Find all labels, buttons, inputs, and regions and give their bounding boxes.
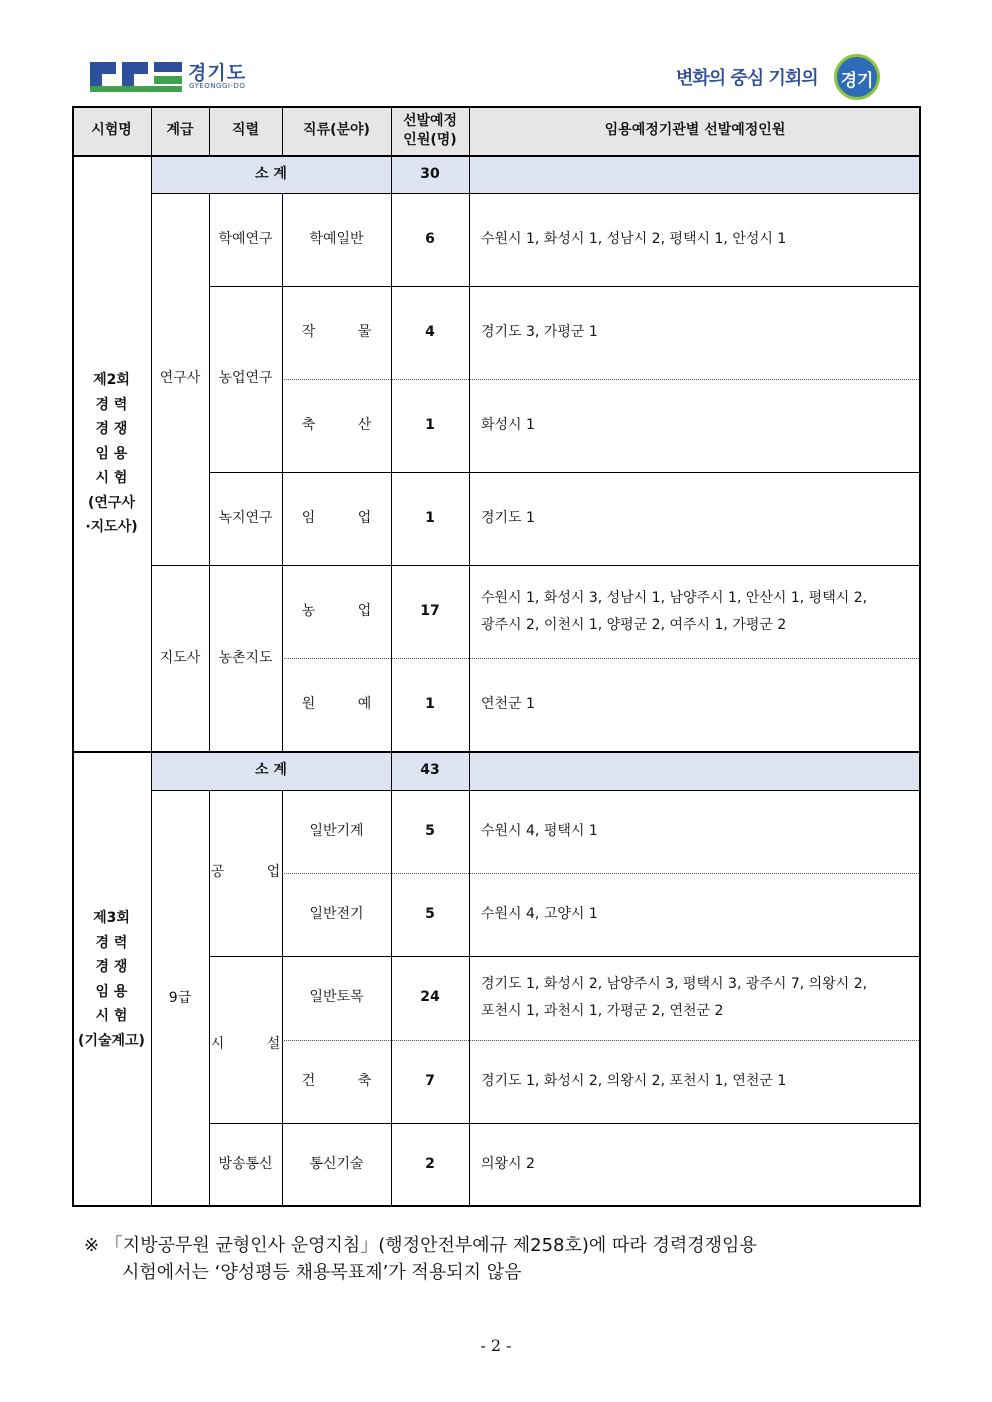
table-border [282,873,921,874]
slogan-logo [676,54,916,100]
header-agencies: 임용예정기관별 선발예정인원 [469,106,921,156]
agencies-cell: 연천군 1 [481,696,535,713]
count-cell: 4 [425,323,435,340]
grade-cell: 연구사 [159,370,201,387]
field-cell: 일반토목 [309,989,364,1006]
header-field: 직류(분야) [282,106,391,156]
count-cell: 5 [425,822,435,839]
agencies-cell: 수원시 4, 고양시 1 [481,905,598,922]
agencies-cell: 의왕시 2 [481,1156,535,1173]
table-border [282,658,921,659]
table-border [391,106,392,1207]
gyeonggi-symbol-icon [90,60,182,94]
count-cell: 17 [420,602,440,619]
table-border [72,751,921,753]
page-number: - 2 - [480,1336,512,1355]
grade-cell: 지도사 [159,649,201,666]
field-cell: 작 물 [301,323,372,340]
series-cell: 녹지연구 [218,509,273,526]
table-border [72,106,74,1207]
series-cell: 농업연구 [218,370,273,387]
grade-cell: 9급 [168,989,192,1006]
header-grade: 계급 [151,106,209,156]
gyeonggi-badge-icon [834,54,880,100]
count-cell: 7 [425,1072,435,1089]
table-border [72,1205,921,1207]
table-border [469,106,470,1207]
table-border [151,790,921,791]
subtotal-label: 소 계 [151,752,391,790]
agencies-cell: 수원시 1, 화성시 1, 성남시 2, 평택시 1, 안성시 1 [481,230,787,247]
agencies-cell: 경기도 3, 가평군 1 [481,323,598,340]
exam-name-2: 제2회 경 력 경 쟁 임 용 시 험 (연구사 ·지도사) [85,372,138,536]
count-cell: 2 [425,1156,435,1173]
series-cell: 방송통신 [218,1156,273,1173]
slogan-text: 변화의 중심 기회의 [676,68,818,89]
table-border [282,106,283,156]
subtotal-empty [469,156,921,193]
subtotal-label: 소 계 [151,156,391,193]
table-border [282,379,921,380]
count-cell: 1 [425,416,435,433]
field-cell: 임 업 [301,509,372,526]
field-cell: 통신기술 [309,1156,364,1173]
table-border [209,472,921,473]
table-border [282,193,283,752]
agencies-cell: 경기도 1 [481,509,535,526]
footnote-line-2: 시험에서는 ‘양성평등 채용목표제’가 적용되지 않음 [122,1262,522,1283]
series-cell: 공 업 [210,864,281,881]
count-cell: 6 [425,230,435,247]
footnote [84,1232,924,1286]
table-border [919,106,921,1207]
series-cell: 시 설 [210,1035,281,1052]
subtotal-value: 43 [391,752,469,790]
field-cell: 일반기계 [309,822,364,839]
count-cell: 5 [425,905,435,922]
subtotal-value: 30 [391,156,469,193]
logo-subtitle: GYEONGGI-DO [189,82,246,90]
badge-text: 경기 [840,71,874,91]
table-border [209,106,210,156]
table-border [209,286,921,287]
table-border [209,956,921,957]
table-border [209,193,210,752]
footnote-line-1: ※ 「지방공무원 균형인사 운영지침」(행정안전부예규 제258호)에 따라 경력경쟁임용 [84,1235,757,1256]
field-cell: 농 업 [301,602,372,619]
field-cell: 학예일반 [309,230,364,247]
table-border [151,193,921,194]
header-exam: 시험명 [72,106,151,156]
selection-table [72,106,921,1207]
table-border [282,790,283,1207]
table-border [209,1123,921,1124]
header-count: 선발예정 인원(명) [391,106,469,156]
count-cell: 1 [425,509,435,526]
agencies-cell: 경기도 1, 화성시 2, 남양주시 3, 평택시 3, 광주시 7, 의왕시 2, 포천시 1, 과천시 1, 가평군 2, 연천군 2 [481,976,868,1019]
logo-name: 경기도 [188,62,247,84]
table-border [209,790,210,1207]
table-border [72,155,921,157]
field-cell: 건 축 [301,1072,372,1089]
series-cell: 농촌지도 [218,649,273,666]
agencies-cell: 수원시 4, 평택시 1 [481,822,598,839]
count-cell: 1 [425,696,435,713]
field-cell: 원 예 [301,696,372,713]
agencies-cell: 화성시 1 [481,416,535,433]
gyeonggi-logo [90,58,250,98]
table-border [72,106,921,108]
exam-name-3: 제3회 경 력 경 쟁 임 용 시 험 (기술계고) [78,910,145,1049]
header-series: 직렬 [209,106,282,156]
agencies-cell: 경기도 1, 화성시 2, 의왕시 2, 포천시 1, 연천군 1 [481,1072,787,1089]
field-cell: 축 산 [301,416,372,433]
field-cell: 일반전기 [309,905,364,922]
series-cell: 학예연구 [218,230,273,247]
table-border [151,565,921,566]
count-cell: 24 [420,989,440,1006]
table-border [151,106,152,1207]
table-border [282,1040,921,1041]
subtotal-empty [469,752,921,790]
agencies-cell: 수원시 1, 화성시 3, 성남시 1, 남양주시 1, 안산시 1, 평택시 2, 광주시 2, 이천시 1, 양평군 2, 여주시 1, 가평군 2 [481,589,868,633]
